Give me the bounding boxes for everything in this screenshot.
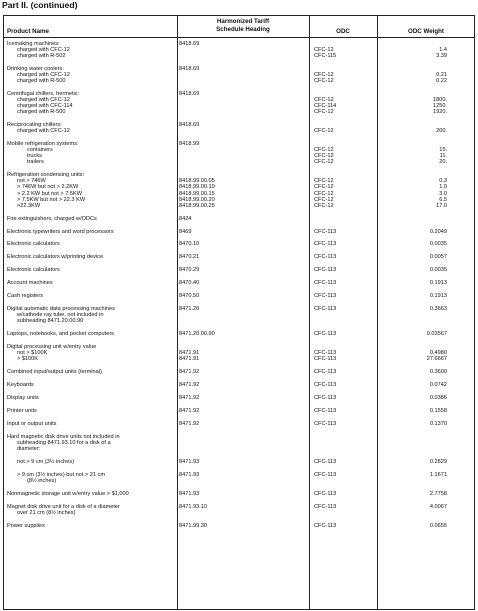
odc-name: CFC-12 [314, 47, 334, 54]
header-hts-line1: Harmonized Tariff [216, 18, 270, 25]
odc-table [3, 15, 475, 610]
product-name: trucks [27, 153, 42, 160]
product-name: charged with CFC-12 [17, 128, 70, 135]
odc-weight: 2.7758 [429, 491, 447, 497]
odc-name: CFC-12 [314, 72, 334, 79]
product-name: Digital processing unit w/entry value [7, 344, 97, 351]
odc-name: CFC-113 [314, 306, 337, 313]
product-name: not > 9 cm (3½ inches) [17, 459, 75, 465]
odc-name: CFC-113 [314, 522, 337, 529]
odc-weight: 1.4 [439, 47, 447, 54]
hts-code: 8418.99 [179, 141, 200, 148]
odc-name: CFC-113 [314, 350, 337, 357]
odc-weight: 11. [439, 153, 447, 160]
product-name: Account machines [7, 280, 53, 287]
product-name: trailers [27, 159, 44, 166]
product-name: >22.3KW [17, 202, 41, 209]
page-title: Part II. (continued) [2, 0, 78, 10]
column-divider [309, 16, 310, 609]
product-name: charged with CFC-12 [17, 72, 70, 79]
hts-code: 8471.91 [179, 350, 200, 357]
column-divider [177, 16, 178, 609]
hts-code: 8471.92 [179, 382, 200, 389]
product-name: not > 746W [17, 178, 46, 185]
product-name: > 2.2 KW but not > 7.5KW [17, 190, 82, 197]
product-name: Power supplies [7, 522, 45, 529]
odc-name: CFC-113 [314, 369, 337, 376]
odc-weight: 0.0035 [429, 241, 447, 248]
odc-name: CFC-115 [314, 53, 337, 60]
odc-name: CFC-12 [314, 178, 334, 185]
odc-name: CFC-12 [314, 196, 334, 203]
odc-weight: 0.22 [436, 78, 447, 85]
product-name: Digital automatic data processing machines [7, 306, 115, 313]
odc-name: CFC-113 [314, 421, 337, 427]
hts-code: 8470.29 [179, 267, 200, 274]
odc-name: CFC-113 [314, 293, 337, 300]
odc-name: CFC-113 [314, 472, 337, 478]
odc-name: CFC-113 [314, 395, 337, 402]
odc-name: CFC-113 [314, 408, 337, 415]
product-name: Input or output units [7, 421, 57, 427]
product-name: containers [27, 147, 53, 154]
hts-code: 8418.69 [179, 91, 200, 98]
odc-name: CFC-12 [314, 97, 334, 104]
product-name: subheading 8471.20.00.90 [17, 318, 84, 325]
hts-code: 8471.92 [179, 408, 200, 415]
odc-weight: 0.3 [439, 178, 447, 185]
header-divider [4, 37, 474, 38]
odc-name: CFC-114 [314, 103, 337, 110]
odc-name: CFC-12 [314, 147, 334, 154]
product-name: Centrifugal chillers, hermetic: [7, 91, 80, 98]
hts-code: 8418.69 [179, 122, 200, 129]
hts-code: 8470.10 [179, 241, 200, 248]
hts-code: 8471.93 [179, 491, 200, 497]
product-name: Drinking water coolers: [7, 66, 64, 72]
odc-weight: 6.5 [439, 196, 447, 203]
product-name: > 9 cm (3½ inches) but not > 21 cm [17, 472, 105, 478]
product-name: Icemaking machines: [7, 41, 60, 47]
hts-code: 8418.69 [179, 66, 200, 72]
odc-weight: 0.3663 [429, 306, 447, 313]
header-product-name: Product Name [7, 28, 49, 35]
product-name: (8½ inches) [27, 478, 57, 484]
odc-name: CFC-12 [314, 184, 334, 191]
hts-code: 8471.20 [179, 306, 200, 313]
odc-name: CFC-113 [314, 382, 337, 389]
product-name: Hard magnetic disk drive units not included in [7, 434, 120, 440]
odc-weight: 1920. [433, 109, 447, 116]
odc-weight: 4.0067 [429, 503, 447, 510]
product-name: w/cathode ray tube, not included in [17, 312, 104, 319]
product-name: Cash registers [7, 293, 44, 300]
odc-name: CFC-113 [314, 503, 337, 510]
odc-name: CFC-12 [314, 128, 334, 135]
odc-weight: 0.4980 [429, 350, 447, 357]
header-odc: ODC [336, 28, 350, 35]
hts-code: 8471.93.10 [179, 503, 207, 510]
odc-weight: 0.1558 [429, 408, 447, 415]
odc-weight: 20. [439, 159, 447, 166]
odc-weight: 15. [439, 147, 447, 154]
hts-code: 8471.20.00.90 [179, 331, 215, 338]
odc-weight: 0.0386 [429, 395, 447, 402]
odc-weight: 0.21 [436, 72, 447, 79]
hts-code: 8470.50 [179, 293, 200, 300]
odc-name: CFC-12 [314, 190, 334, 197]
odc-name: CFC-113 [314, 267, 337, 274]
hts-code: 8471.99.30 [179, 522, 207, 529]
odc-name: CFC-113 [314, 254, 337, 261]
hts-code: 8418.69 [179, 41, 200, 47]
product-name: Refrigeration condensing units: [7, 172, 85, 179]
odc-weight: 0.03567 [426, 331, 447, 338]
hts-code: 8470.40 [179, 280, 200, 287]
product-name: Laptops, notebooks, and pocket computers [7, 331, 114, 338]
odc-name: CFC-113 [314, 356, 337, 363]
odc-name: CFC-12 [314, 78, 334, 85]
odc-name: CFC-12 [314, 153, 334, 160]
odc-weight: 1.0 [439, 184, 447, 191]
odc-name: CFC-12 [314, 109, 334, 116]
odc-weight: 200. [436, 128, 447, 135]
odc-weight: 3.0 [439, 190, 447, 197]
hts-code: 8424 [179, 215, 192, 222]
hts-code: 8470.21 [179, 254, 200, 261]
product-name: > 746W but not > 2.2KW [17, 184, 79, 191]
odc-name: CFC-113 [314, 228, 337, 235]
hts-code: 8471.91 [179, 356, 200, 363]
product-name: Electronic calculators w/printing device [7, 254, 104, 261]
odc-weight: 1.1671 [429, 472, 447, 478]
column-divider [377, 16, 378, 609]
odc-weight: 0.2049 [429, 228, 447, 235]
odc-name: CFC-113 [314, 491, 337, 497]
odc-weight: 0.0742 [429, 382, 447, 389]
product-name: Electronic typewriters and word processors [7, 228, 114, 235]
hts-code: 8471.92 [179, 369, 200, 376]
odc-weight: 0.0655 [429, 522, 447, 529]
hts-code: 8471.93 [179, 472, 200, 478]
product-name: > 7.5KW but not > 22.3 KW [17, 196, 86, 203]
hts-code: 8418.99.00.05 [179, 178, 215, 185]
header-hts-line2: Schedule Heading [216, 26, 270, 33]
odc-weight: 1800. [433, 97, 447, 104]
product-name: Electronic calculators [7, 241, 60, 248]
odc-weight: 0.2829 [429, 459, 447, 465]
hts-code: 8418.99.00.20 [179, 196, 215, 203]
product-name: Electronic calculators [7, 267, 60, 274]
odc-name: CFC-113 [314, 241, 337, 248]
hts-code: 8471.92 [179, 395, 200, 402]
odc-name: CFC-113 [314, 331, 337, 338]
product-name: charged with R-500 [17, 78, 66, 85]
hts-code: 8418.99.00.25 [179, 202, 215, 209]
product-name: charged with R-500 [17, 109, 66, 116]
product-name: over 21 cm (8½ inches) [17, 510, 76, 516]
hts-code: 8418.99.00.15 [179, 190, 215, 197]
product-name: Keyboards [7, 382, 34, 389]
product-name: charged with R-502 [17, 53, 66, 60]
product-name: Reciprocating chillers: [7, 122, 62, 129]
product-name: Nonmagnetic storage unit w/entry value > $1,000 [7, 491, 129, 497]
odc-weight: 27.6667 [426, 356, 447, 363]
odc-name: CFC-12 [314, 159, 334, 166]
odc-weight: 17.0 [436, 202, 447, 209]
product-name: charged with CFC-12 [17, 47, 70, 54]
odc-weight: 0.0057 [429, 254, 447, 261]
odc-weight: 1250. [433, 103, 447, 110]
odc-name: CFC-12 [314, 202, 334, 209]
product-name: Magnet disk drive unit for a disk of a diameter [7, 503, 120, 510]
product-name: Mobile refrigeration systems: [7, 141, 79, 148]
odc-weight: 0.0035 [429, 267, 447, 274]
odc-weight: 3.39 [436, 53, 447, 60]
header-odc-weight: ODC Weight [408, 28, 444, 35]
odc-name: CFC-113 [314, 459, 337, 465]
product-name: charged with CFC-12 [17, 97, 70, 104]
product-name: > $100K [17, 356, 38, 363]
product-name: Fire extinguishers, charged w/ODCs [7, 215, 97, 222]
product-name: charged with CFC-114 [17, 103, 73, 110]
hts-code: 8469 [179, 228, 192, 235]
product-name: subheading 8471.93.10 for a disk of a [17, 440, 111, 446]
hts-code: 8471.93 [179, 459, 200, 465]
odc-weight: 0.1370 [429, 421, 447, 427]
product-name: Combined input/output units (terminal) [7, 369, 102, 376]
product-name: not > $100K [17, 350, 48, 357]
product-name: Display units [7, 395, 39, 402]
product-name: diameter: [17, 446, 41, 453]
odc-weight: 0.1913 [429, 280, 447, 287]
odc-weight: 0.3600 [429, 369, 447, 376]
hts-code: 8418.99.00.10 [179, 184, 215, 191]
odc-name: CFC-113 [314, 280, 337, 287]
hts-code: 8471.92 [179, 421, 200, 427]
odc-weight: 0.1913 [429, 293, 447, 300]
product-name: Printer units [7, 408, 37, 415]
